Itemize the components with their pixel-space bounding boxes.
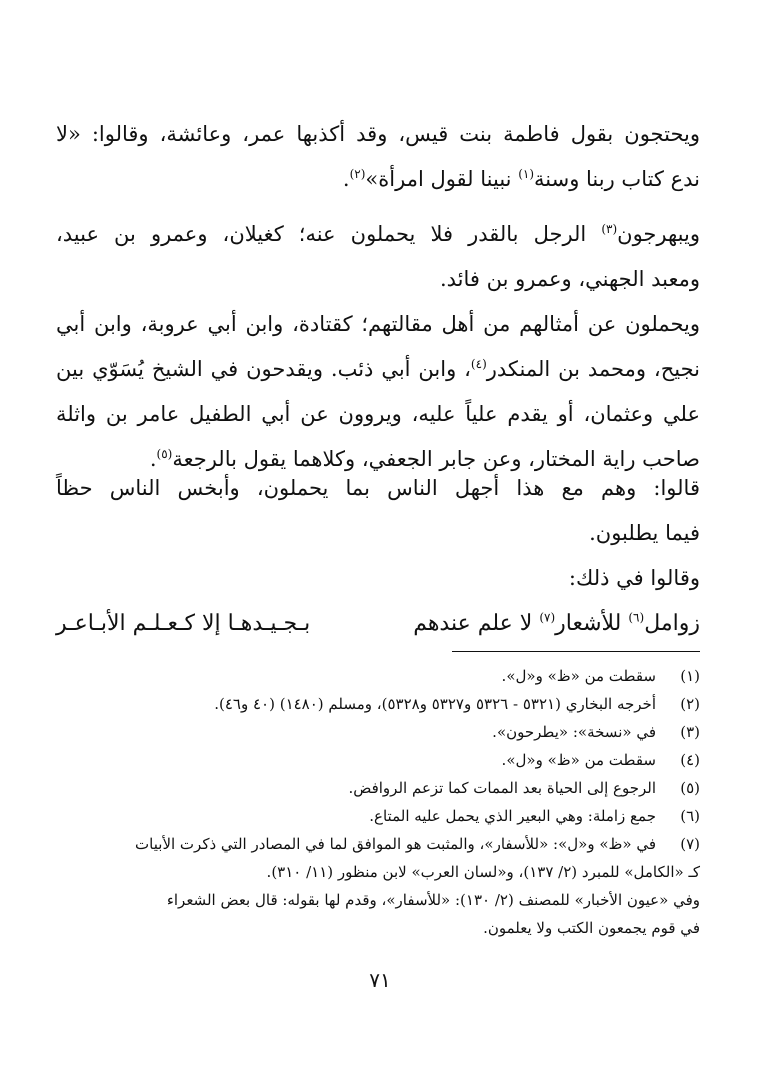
text-run: نجيح، ومحمد بن المنكدر: [486, 357, 700, 381]
footnote-text: في «ظ» و«ل»: «للأسفار»، والمثبت هو الموافق لما في المصادر التي ذكرت الأبيات: [135, 835, 656, 853]
footnote-7-extra-line-1: وفي «عيون الأخبار» للمصنف (٢/ ١٣٠): «للأسفار»، وقدم لها بقوله: قال بعض الشعراء: [166, 891, 700, 909]
text-run: زوامل: [644, 611, 700, 636]
text-run: ، وابن أبي ذئب. ويقدحون في الشيخ يُسَوّي بين: [56, 357, 471, 381]
footnote-1: [54, 662, 700, 690]
footnote-marker-4[interactable]: (٤): [470, 357, 487, 371]
footnote-text: في «نسخة»: «يطرحون».: [492, 723, 656, 741]
poem-verse: [56, 602, 700, 646]
text-run: نبينا لقول امرأة»: [365, 167, 519, 191]
footnote-7-extra-line-2: في قوم يجمعون الكتب ولا يعلمون.: [483, 919, 700, 937]
footnote-number: (٤): [680, 751, 700, 769]
text-run: صاحب راية المختار، وعن جابر الجعفي، وكلاهما يقول بالرجعة: [172, 447, 700, 471]
paragraph-3-line-1: ويحملون عن أمثالهم من أهل مقالتهم؛ كقتادة، وابن أبي عروبة، وابن أبي: [56, 312, 700, 336]
footnote-separator: [452, 651, 700, 652]
paragraph-4-line-2: فيما يطلبون.: [589, 521, 700, 545]
footnote-6: [54, 802, 700, 830]
footnote-text: سقطت من «ظ» و«ل».: [501, 667, 656, 685]
page-number: ٧١: [369, 968, 391, 992]
footnotes: [54, 662, 700, 942]
footnote-marker-2[interactable]: (٢): [349, 167, 366, 181]
footnote-number: (٢): [680, 695, 700, 713]
paragraph-3-line-2: [56, 347, 700, 392]
footnote-marker-5[interactable]: (٥): [156, 447, 173, 461]
footnote-marker-7[interactable]: (٧): [539, 610, 556, 625]
paragraph-1-line-2: [56, 157, 700, 202]
footnote-7: [54, 830, 700, 858]
footnote-5: [54, 774, 700, 802]
footnote-text: جمع زاملة: وهي البعير الذي يحمل عليه المتاع.: [369, 807, 656, 825]
paragraph-2-line-1: [56, 212, 700, 257]
footnote-2: [54, 690, 700, 718]
footnote-number: (٣): [680, 723, 700, 741]
footnote-text: أخرجه البخاري (٥٣٢١ - ٥٣٢٦ و٥٣٢٧ و٥٣٢٨)، ومسلم (١٤٨٠) (٤٠ و٤٦).: [214, 695, 656, 713]
footnote-7-continuation: كـ «الكامل» للمبرد (٢/ ١٣٧)، و«لسان العرب» لابن منظور (١١/ ٣١٠).: [266, 863, 700, 881]
paragraph-1: [56, 112, 700, 202]
paragraph-3-line-3: علي وعثمان، أو يقدم علياً عليه، ويروون عن أبي الطفيل عامر بن واثلة: [56, 402, 700, 426]
footnote-number: (٧): [680, 835, 700, 853]
footnote-text: سقطت من «ظ» و«ل».: [501, 751, 656, 769]
paragraph-2: [56, 212, 700, 302]
paragraph-1-line-1: ويحتجون بقول فاطمة بنت قيس، وقد أكذبها عمر، وعائشة، وقالوا: «لا: [56, 122, 700, 146]
footnote-3: [54, 718, 700, 746]
paragraph-4-line-1: قالوا: وهم مع هذا أجهل الناس بما يحملون، وأبخس الناس حظاً: [56, 476, 700, 500]
footnote-text: الرجوع إلى الحياة بعد الممات كما تزعم الروافض.: [348, 779, 656, 797]
text-run: ويبهرجون: [617, 222, 700, 246]
footnote-marker-1[interactable]: (١): [518, 167, 535, 181]
text-run: .: [149, 447, 157, 471]
paragraph-2-line-2: ومعبد الجهني، وعمرو بن فائد.: [439, 267, 700, 291]
paragraph-4: [56, 466, 700, 556]
footnote-number: (٦): [680, 807, 700, 825]
footnote-4: [54, 746, 700, 774]
text-run: .: [342, 167, 350, 191]
footnote-number: (١): [680, 667, 700, 685]
footnote-marker-3[interactable]: (٣): [601, 222, 618, 236]
paragraph-5-line-1: وقالوا في ذلك:: [568, 566, 700, 590]
text-run: الرجل بالقدر فلا يحملون عنه؛ كغيلان، وعمرو بن عبيد،: [56, 222, 602, 246]
text-run: ندع كتاب ربنا وسنة: [534, 167, 700, 191]
paragraph-5: [56, 556, 700, 601]
verse-second-hemistich: بـجـيـدهـا إلا كـعـلـم الأبـاعـر: [56, 611, 311, 636]
text-run: لا علم عندهم: [413, 611, 540, 636]
footnote-number: (٥): [680, 779, 700, 797]
text-run: للأشعار: [555, 611, 629, 636]
paragraph-3: [56, 302, 700, 482]
verse-first-hemistich: [413, 602, 700, 646]
footnote-marker-6[interactable]: (٦): [628, 610, 645, 625]
